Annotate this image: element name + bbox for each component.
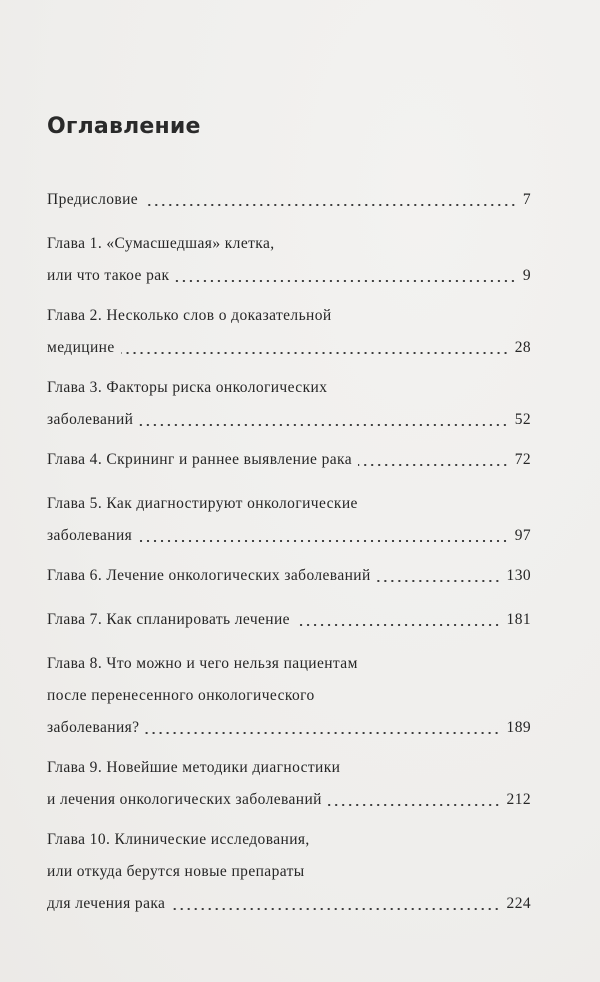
toc-entry (47, 824, 531, 920)
toc-entry-line (47, 488, 531, 520)
toc-page-number: 130 (506, 567, 531, 584)
toc-page-number: 212 (506, 791, 531, 808)
toc-entry-line (47, 680, 531, 712)
toc-entry-text: заболевания? (47, 719, 140, 736)
page-title: Оглавление (47, 114, 201, 139)
toc-entry-line (47, 228, 531, 260)
toc-entry-text: Глава 3. Факторы риска онкологических (47, 379, 328, 396)
toc-entry-text: заболевания (47, 527, 133, 544)
toc-entry-text: Глава 7. Как спланировать лечение (47, 611, 290, 628)
toc-entry (47, 604, 531, 636)
toc-entry-text: или что такое рак (47, 267, 170, 284)
dot-leader (377, 580, 501, 582)
toc-entry-text: Предисловие (47, 191, 139, 208)
toc-entry-text: Глава 6. Лечение онкологических заболеваний (47, 567, 371, 584)
toc-entry-line (47, 520, 531, 552)
dot-leader (328, 804, 501, 806)
dot-leader (145, 732, 500, 734)
toc-entry (47, 560, 531, 592)
dot-leader (144, 204, 517, 206)
toc-entry (47, 752, 531, 816)
toc-page-number: 7 (522, 191, 531, 208)
toc-entry-line (47, 712, 531, 744)
toc-entry-line (47, 856, 531, 888)
dot-leader (358, 464, 509, 466)
dot-leader (171, 908, 500, 910)
toc-entry (47, 488, 531, 552)
toc-entry (47, 648, 531, 744)
dot-leader (175, 280, 516, 282)
toc-entry (47, 444, 531, 476)
toc-entry-text: Глава 4. Скрининг и раннее выявление рака (47, 451, 352, 468)
toc-entry-line (47, 300, 531, 332)
toc-entry-line (47, 824, 531, 856)
toc-entry (47, 228, 531, 292)
toc-entry-text: после перенесенного онкологического (47, 687, 315, 704)
toc-entry-text: или откуда берутся новые препараты (47, 863, 305, 880)
toc-page-number: 224 (506, 895, 531, 912)
table-of-contents (47, 184, 531, 928)
toc-entry-line (47, 404, 531, 436)
toc-entry (47, 372, 531, 436)
toc-entry-line (47, 372, 531, 404)
toc-entry-line (47, 332, 531, 364)
dot-leader (139, 424, 508, 426)
toc-entry-line (47, 888, 531, 920)
toc-page-number: 189 (506, 719, 531, 736)
toc-page-number: 97 (514, 527, 531, 544)
toc-entry-text: заболеваний (47, 411, 134, 428)
toc-entry-text: Глава 10. Клинические исследования, (47, 831, 310, 848)
toc-page-number: 9 (522, 267, 531, 284)
toc-entry-text: Глава 9. Новейшие методики диагностики (47, 759, 341, 776)
toc-entry (47, 184, 531, 216)
toc-entry-text: Глава 5. Как диагностируют онкологические (47, 495, 358, 512)
dot-leader (296, 624, 501, 626)
toc-page-number: 72 (514, 451, 531, 468)
toc-page-number: 52 (514, 411, 531, 428)
toc-entry-text: и лечения онкологических заболеваний (47, 791, 322, 808)
toc-entry-text: Глава 8. Что можно и чего нельзя пациентам (47, 655, 358, 672)
toc-entry-text: Глава 2. Несколько слов о доказательной (47, 307, 332, 324)
toc-entry-line (47, 648, 531, 680)
toc-entry-line (47, 184, 531, 216)
toc-entry-line (47, 604, 531, 636)
toc-page-number: 28 (514, 339, 531, 356)
toc-entry-line (47, 260, 531, 292)
toc-entry-line (47, 444, 531, 476)
toc-entry-line (47, 752, 531, 784)
dot-leader (138, 540, 509, 542)
toc-entry-line (47, 784, 531, 816)
toc-entry-text: медицине (47, 339, 115, 356)
toc-entry-text: Глава 1. «Сумасшедшая» клетка, (47, 235, 275, 252)
toc-page-number: 181 (506, 611, 531, 628)
toc-entry-text: для лечения рака (47, 895, 166, 912)
dot-leader (121, 352, 509, 354)
toc-entry (47, 300, 531, 364)
toc-entry-line (47, 560, 531, 592)
